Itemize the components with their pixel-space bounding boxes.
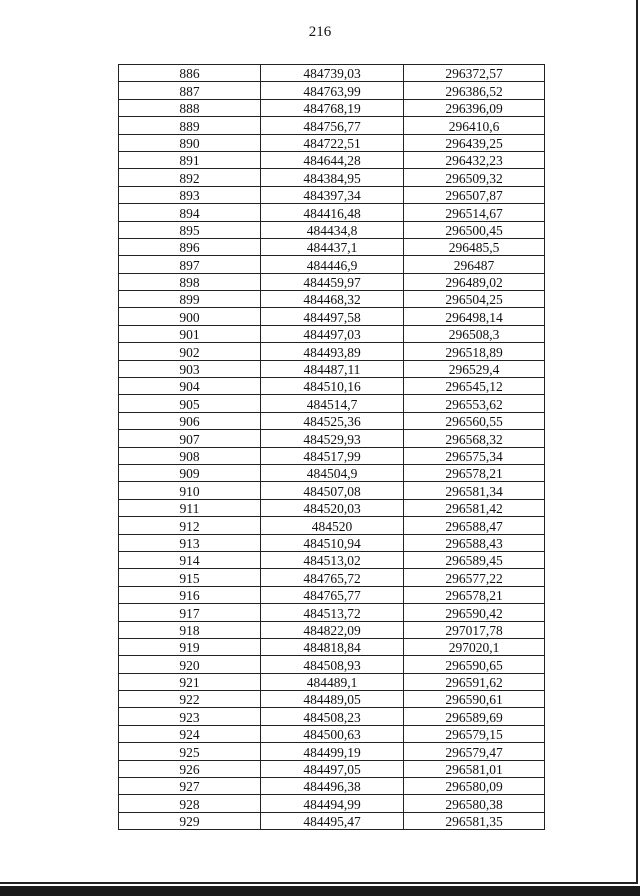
y-coordinate-cell: 296489,02 bbox=[404, 273, 545, 290]
point-number-cell: 906 bbox=[119, 412, 261, 429]
table-row bbox=[119, 673, 545, 690]
point-number-cell: 899 bbox=[119, 291, 261, 308]
x-coordinate-cell: 484499,19 bbox=[261, 743, 404, 760]
point-number-cell: 923 bbox=[119, 708, 261, 725]
x-coordinate-cell: 484765,77 bbox=[261, 586, 404, 603]
x-coordinate-cell: 484495,47 bbox=[261, 812, 404, 829]
table-row bbox=[119, 360, 545, 377]
y-coordinate-cell: 296590,42 bbox=[404, 604, 545, 621]
x-coordinate-cell: 484818,84 bbox=[261, 638, 404, 655]
y-coordinate-cell: 296432,23 bbox=[404, 151, 545, 168]
y-coordinate-cell: 296581,34 bbox=[404, 482, 545, 499]
point-number-cell: 927 bbox=[119, 778, 261, 795]
point-number-cell: 890 bbox=[119, 134, 261, 151]
y-coordinate-cell: 296507,87 bbox=[404, 186, 545, 203]
table-row bbox=[119, 534, 545, 551]
point-number-cell: 926 bbox=[119, 760, 261, 777]
point-number-cell: 907 bbox=[119, 430, 261, 447]
point-number-cell: 887 bbox=[119, 82, 261, 99]
y-coordinate-cell: 296509,32 bbox=[404, 169, 545, 186]
x-coordinate-cell: 484520 bbox=[261, 517, 404, 534]
point-number-cell: 929 bbox=[119, 812, 261, 829]
table-row bbox=[119, 447, 545, 464]
table-row bbox=[119, 656, 545, 673]
table-row bbox=[119, 743, 545, 760]
table-row bbox=[119, 691, 545, 708]
table-row bbox=[119, 638, 545, 655]
x-coordinate-cell: 484739,03 bbox=[261, 65, 404, 82]
x-coordinate-cell: 484765,72 bbox=[261, 569, 404, 586]
x-coordinate-cell: 484508,93 bbox=[261, 656, 404, 673]
y-coordinate-cell: 296580,09 bbox=[404, 778, 545, 795]
point-number-cell: 897 bbox=[119, 256, 261, 273]
table-row bbox=[119, 169, 545, 186]
y-coordinate-cell: 296508,3 bbox=[404, 325, 545, 342]
y-coordinate-cell: 296439,25 bbox=[404, 134, 545, 151]
x-coordinate-cell: 484459,97 bbox=[261, 273, 404, 290]
x-coordinate-cell: 484487,11 bbox=[261, 360, 404, 377]
x-coordinate-cell: 484525,36 bbox=[261, 412, 404, 429]
table-row bbox=[119, 378, 545, 395]
x-coordinate-cell: 484416,48 bbox=[261, 204, 404, 221]
y-coordinate-cell: 296579,47 bbox=[404, 743, 545, 760]
x-coordinate-cell: 484493,89 bbox=[261, 343, 404, 360]
y-coordinate-cell: 296485,5 bbox=[404, 238, 545, 255]
x-coordinate-cell: 484822,09 bbox=[261, 621, 404, 638]
y-coordinate-cell: 296560,55 bbox=[404, 412, 545, 429]
point-number-cell: 919 bbox=[119, 638, 261, 655]
table-row bbox=[119, 99, 545, 116]
point-number-cell: 896 bbox=[119, 238, 261, 255]
table-row bbox=[119, 464, 545, 481]
point-number-cell: 903 bbox=[119, 360, 261, 377]
y-coordinate-cell: 296589,69 bbox=[404, 708, 545, 725]
x-coordinate-cell: 484644,28 bbox=[261, 151, 404, 168]
point-number-cell: 908 bbox=[119, 447, 261, 464]
x-coordinate-cell: 484497,03 bbox=[261, 325, 404, 342]
table-row bbox=[119, 621, 545, 638]
table-row bbox=[119, 586, 545, 603]
y-coordinate-cell: 296575,34 bbox=[404, 447, 545, 464]
x-coordinate-cell: 484517,99 bbox=[261, 447, 404, 464]
x-coordinate-cell: 484510,16 bbox=[261, 378, 404, 395]
table-row bbox=[119, 499, 545, 516]
x-coordinate-cell: 484513,02 bbox=[261, 551, 404, 568]
point-number-cell: 888 bbox=[119, 99, 261, 116]
x-coordinate-cell: 484497,58 bbox=[261, 308, 404, 325]
y-coordinate-cell: 296553,62 bbox=[404, 395, 545, 412]
point-number-cell: 924 bbox=[119, 725, 261, 742]
table-row bbox=[119, 760, 545, 777]
y-coordinate-cell: 296514,67 bbox=[404, 204, 545, 221]
point-number-cell: 913 bbox=[119, 534, 261, 551]
point-number-cell: 918 bbox=[119, 621, 261, 638]
y-coordinate-cell: 296498,14 bbox=[404, 308, 545, 325]
point-number-cell: 928 bbox=[119, 795, 261, 812]
x-coordinate-cell: 484763,99 bbox=[261, 82, 404, 99]
x-coordinate-cell: 484514,7 bbox=[261, 395, 404, 412]
table-row bbox=[119, 517, 545, 534]
table-row bbox=[119, 430, 545, 447]
y-coordinate-cell: 296588,47 bbox=[404, 517, 545, 534]
scan-bottom-edge bbox=[0, 886, 640, 896]
x-coordinate-cell: 484513,72 bbox=[261, 604, 404, 621]
table-row bbox=[119, 325, 545, 342]
x-coordinate-cell: 484768,19 bbox=[261, 99, 404, 116]
table-row bbox=[119, 186, 545, 203]
point-number-cell: 917 bbox=[119, 604, 261, 621]
y-coordinate-cell: 297017,78 bbox=[404, 621, 545, 638]
y-coordinate-cell: 296568,32 bbox=[404, 430, 545, 447]
point-number-cell: 914 bbox=[119, 551, 261, 568]
table-row bbox=[119, 134, 545, 151]
table-row bbox=[119, 151, 545, 168]
point-number-cell: 901 bbox=[119, 325, 261, 342]
x-coordinate-cell: 484504,9 bbox=[261, 464, 404, 481]
y-coordinate-cell: 296504,25 bbox=[404, 291, 545, 308]
x-coordinate-cell: 484520,03 bbox=[261, 499, 404, 516]
point-number-cell: 891 bbox=[119, 151, 261, 168]
y-coordinate-cell: 296518,89 bbox=[404, 343, 545, 360]
x-coordinate-cell: 484510,94 bbox=[261, 534, 404, 551]
x-coordinate-cell: 484446,9 bbox=[261, 256, 404, 273]
point-number-cell: 910 bbox=[119, 482, 261, 499]
table-row bbox=[119, 308, 545, 325]
x-coordinate-cell: 484500,63 bbox=[261, 725, 404, 742]
table-row bbox=[119, 812, 545, 829]
point-number-cell: 894 bbox=[119, 204, 261, 221]
coordinates-table bbox=[118, 64, 545, 830]
point-number-cell: 912 bbox=[119, 517, 261, 534]
y-coordinate-cell: 296589,45 bbox=[404, 551, 545, 568]
point-number-cell: 893 bbox=[119, 186, 261, 203]
x-coordinate-cell: 484434,8 bbox=[261, 221, 404, 238]
table-row bbox=[119, 395, 545, 412]
y-coordinate-cell: 296581,01 bbox=[404, 760, 545, 777]
y-coordinate-cell: 296590,61 bbox=[404, 691, 545, 708]
point-number-cell: 911 bbox=[119, 499, 261, 516]
y-coordinate-cell: 296410,6 bbox=[404, 117, 545, 134]
point-number-cell: 916 bbox=[119, 586, 261, 603]
table-row bbox=[119, 273, 545, 290]
y-coordinate-cell: 296580,38 bbox=[404, 795, 545, 812]
table-row bbox=[119, 604, 545, 621]
x-coordinate-cell: 484384,95 bbox=[261, 169, 404, 186]
x-coordinate-cell: 484468,32 bbox=[261, 291, 404, 308]
x-coordinate-cell: 484437,1 bbox=[261, 238, 404, 255]
point-number-cell: 905 bbox=[119, 395, 261, 412]
y-coordinate-cell: 296529,4 bbox=[404, 360, 545, 377]
y-coordinate-cell: 296591,62 bbox=[404, 673, 545, 690]
table-row bbox=[119, 551, 545, 568]
page-number: 216 bbox=[308, 24, 332, 40]
point-number-cell: 892 bbox=[119, 169, 261, 186]
y-coordinate-cell: 296396,09 bbox=[404, 99, 545, 116]
coordinates-table-body bbox=[119, 65, 545, 830]
table-row bbox=[119, 117, 545, 134]
y-coordinate-cell: 296500,45 bbox=[404, 221, 545, 238]
table-row bbox=[119, 725, 545, 742]
point-number-cell: 895 bbox=[119, 221, 261, 238]
y-coordinate-cell: 296590,65 bbox=[404, 656, 545, 673]
table-row bbox=[119, 412, 545, 429]
y-coordinate-cell: 296487 bbox=[404, 256, 545, 273]
y-coordinate-cell: 296579,15 bbox=[404, 725, 545, 742]
point-number-cell: 922 bbox=[119, 691, 261, 708]
x-coordinate-cell: 484489,1 bbox=[261, 673, 404, 690]
x-coordinate-cell: 484529,93 bbox=[261, 430, 404, 447]
point-number-cell: 902 bbox=[119, 343, 261, 360]
table-row bbox=[119, 482, 545, 499]
x-coordinate-cell: 484507,08 bbox=[261, 482, 404, 499]
y-coordinate-cell: 296581,35 bbox=[404, 812, 545, 829]
point-number-cell: 920 bbox=[119, 656, 261, 673]
x-coordinate-cell: 484508,23 bbox=[261, 708, 404, 725]
y-coordinate-cell: 296372,57 bbox=[404, 65, 545, 82]
y-coordinate-cell: 296577,22 bbox=[404, 569, 545, 586]
x-coordinate-cell: 484496,38 bbox=[261, 778, 404, 795]
table-row bbox=[119, 65, 545, 82]
x-coordinate-cell: 484397,34 bbox=[261, 186, 404, 203]
y-coordinate-cell: 296581,42 bbox=[404, 499, 545, 516]
x-coordinate-cell: 484756,77 bbox=[261, 117, 404, 134]
point-number-cell: 886 bbox=[119, 65, 261, 82]
table-row bbox=[119, 708, 545, 725]
table-row bbox=[119, 343, 545, 360]
point-number-cell: 898 bbox=[119, 273, 261, 290]
table-row bbox=[119, 256, 545, 273]
table-row bbox=[119, 291, 545, 308]
table-row bbox=[119, 238, 545, 255]
x-coordinate-cell: 484489,05 bbox=[261, 691, 404, 708]
point-number-cell: 900 bbox=[119, 308, 261, 325]
y-coordinate-cell: 296578,21 bbox=[404, 464, 545, 481]
y-coordinate-cell: 296386,52 bbox=[404, 82, 545, 99]
point-number-cell: 909 bbox=[119, 464, 261, 481]
x-coordinate-cell: 484494,99 bbox=[261, 795, 404, 812]
x-coordinate-cell: 484722,51 bbox=[261, 134, 404, 151]
table-row bbox=[119, 778, 545, 795]
y-coordinate-cell: 297020,1 bbox=[404, 638, 545, 655]
y-coordinate-cell: 296545,12 bbox=[404, 378, 545, 395]
table-row bbox=[119, 204, 545, 221]
x-coordinate-cell: 484497,05 bbox=[261, 760, 404, 777]
point-number-cell: 925 bbox=[119, 743, 261, 760]
table-row bbox=[119, 82, 545, 99]
table-row bbox=[119, 569, 545, 586]
y-coordinate-cell: 296578,21 bbox=[404, 586, 545, 603]
table-row bbox=[119, 221, 545, 238]
point-number-cell: 889 bbox=[119, 117, 261, 134]
y-coordinate-cell: 296588,43 bbox=[404, 534, 545, 551]
point-number-cell: 921 bbox=[119, 673, 261, 690]
point-number-cell: 915 bbox=[119, 569, 261, 586]
point-number-cell: 904 bbox=[119, 378, 261, 395]
table-row bbox=[119, 795, 545, 812]
